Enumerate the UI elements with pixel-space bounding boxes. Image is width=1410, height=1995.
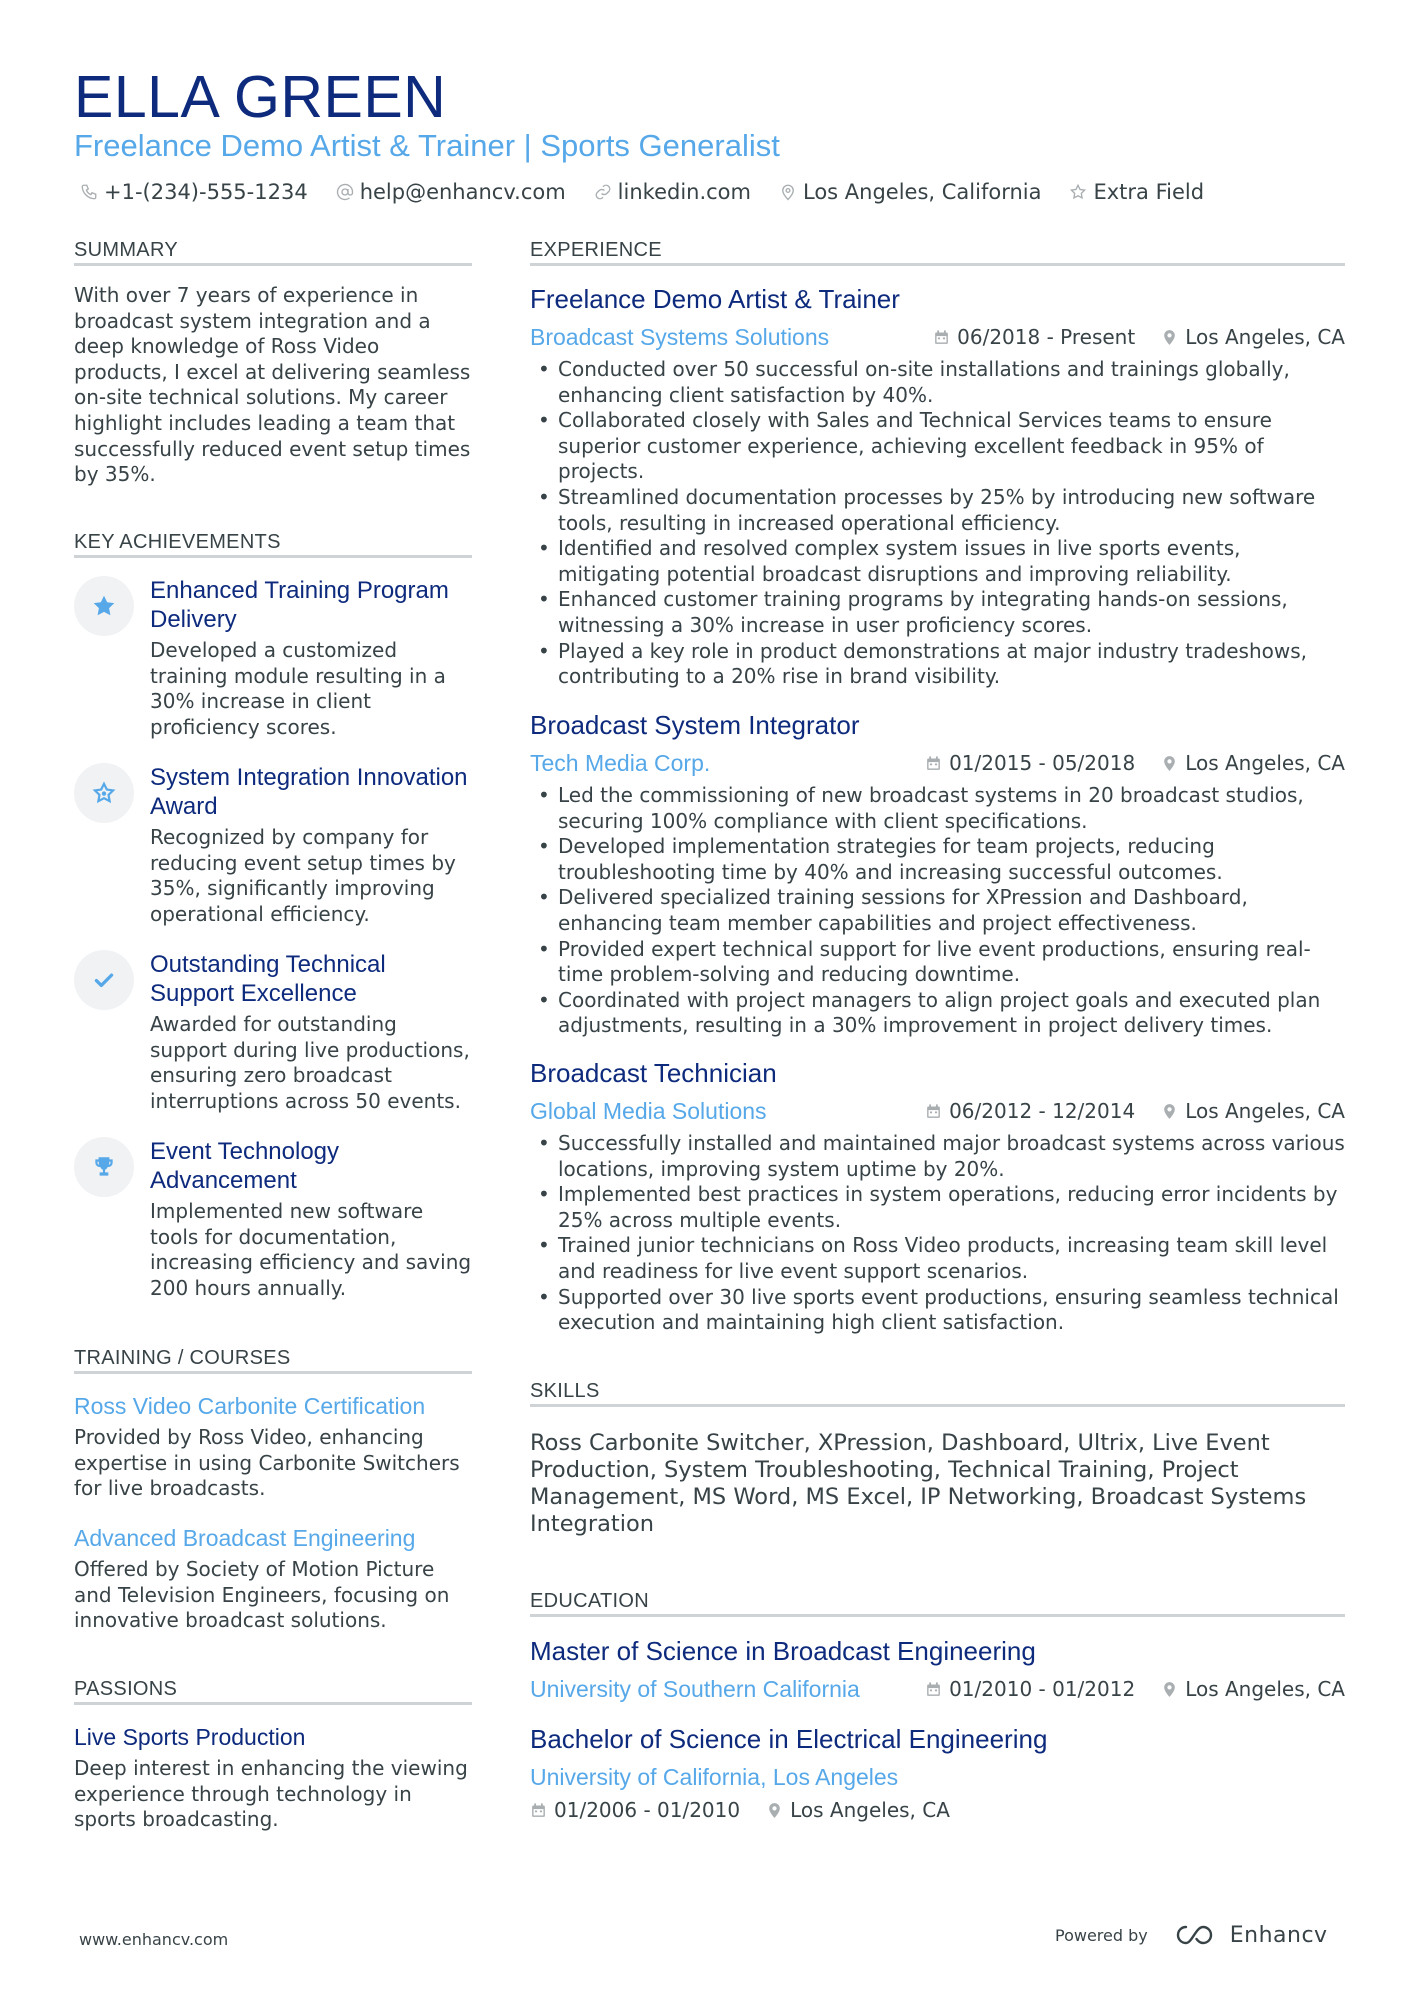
footer-website-link[interactable]: www.enhancv.com: [79, 1930, 229, 1949]
job-company: Broadcast Systems Solutions: [530, 324, 830, 350]
link-icon: [594, 183, 612, 201]
education-dates: [925, 1674, 1135, 1704]
education-heading: EDUCATION: [530, 1590, 649, 1612]
contact-location: [779, 180, 1042, 204]
achievements-heading: KEY ACHIEVEMENTS: [74, 531, 281, 553]
education-dates-text: 01/2010 - 01/2012: [949, 1677, 1136, 1701]
location-icon: [1161, 329, 1178, 346]
candidate-name: ELLA GREEN: [74, 64, 447, 130]
list-item: • Enhanced customer training programs by integrating hands-on sessions, witnessing a 30% increase in user proficiency scores.: [530, 587, 1345, 638]
achievement-title: Event Technology Advancement: [150, 1138, 340, 1194]
summary-divider: [74, 263, 472, 266]
experience-divider: [530, 263, 1345, 266]
job-meta: [925, 748, 1345, 778]
achievement-title: System Integration Innovation Award: [150, 764, 468, 820]
candidate-headline: Freelance Demo Artist & Trainer | Sports Generalist: [74, 128, 780, 163]
contact-phone-text: +1-(234)-555-1234: [104, 180, 308, 204]
contact-linkedin-text: linkedin.com: [617, 180, 751, 204]
contact-linkedin[interactable]: [594, 180, 751, 204]
job-location: [1161, 1096, 1345, 1126]
achievement-icon-badge: [74, 763, 134, 823]
check-icon: [91, 967, 117, 993]
education-location: [766, 1795, 950, 1825]
achievements-divider: [74, 555, 472, 558]
job-company: Tech Media Corp.: [530, 750, 711, 776]
location-icon: [1161, 1681, 1178, 1698]
contact-bar: [80, 176, 1232, 208]
list-item: • Coordinated with project managers to align project goals and executed plan adjustments, resulting in a 30% improvement in project delivery times.: [530, 988, 1345, 1039]
job-dates: [925, 748, 1135, 778]
job-dates: [933, 322, 1135, 352]
job-title: Broadcast Technician: [530, 1058, 777, 1088]
brand-name: Enhancv: [1229, 1922, 1328, 1948]
passion-title: Live Sports Production: [74, 1724, 306, 1750]
contact-location-text: Los Angeles, California: [802, 180, 1042, 204]
education-location-text: Los Angeles, CA: [790, 1798, 950, 1822]
course-title: Ross Video Carbonite Certification: [74, 1393, 426, 1419]
job-title: Broadcast System Integrator: [530, 710, 860, 740]
passions-divider: [74, 1702, 472, 1705]
education-school: University of California, Los Angeles: [530, 1764, 899, 1790]
calendar-icon: [925, 1103, 942, 1120]
achievement-desc: Implemented new software tools for documentation, increasing efficiency and saving 200 hours annually.: [150, 1199, 472, 1300]
achievement-icon-badge: [74, 1137, 134, 1197]
list-item: • Led the commissioning of new broadcast systems in 20 broadcast studios, securing 100% compliance with client specifications.: [530, 783, 1345, 834]
list-item: • Played a key role in product demonstrations at major industry tradeshows, contributing to a 20% rise in brand visibility.: [530, 639, 1345, 690]
list-item: • Implemented best practices in system operations, reducing error incidents by 25% across multiple events.: [530, 1182, 1345, 1233]
achievement-desc: Recognized by company for reducing event setup times by 35%, significantly improving operational efficiency.: [150, 825, 456, 926]
achievement-desc: Awarded for outstanding support during live productions, ensuring zero broadcast interruptions across 50 events.: [150, 1012, 470, 1113]
list-item: • Trained junior technicians on Ross Video products, increasing team skill level and readiness for live event support scenarios.: [530, 1233, 1345, 1284]
education-meta: [530, 1795, 950, 1825]
location-icon: [1161, 755, 1178, 772]
job-bullets: [530, 1131, 1345, 1336]
experience-heading: EXPERIENCE: [530, 239, 662, 261]
star-outline-icon: [91, 780, 117, 806]
training-divider: [74, 1371, 472, 1374]
job-bullets: [530, 357, 1345, 690]
job-bullets: [530, 783, 1345, 1039]
contact-phone[interactable]: [80, 180, 308, 204]
education-location: [1161, 1674, 1345, 1704]
job-dates-text: 06/2012 - 12/2014: [949, 1099, 1136, 1123]
education-school: University of Southern California: [530, 1676, 860, 1702]
job-location-text: Los Angeles, CA: [1185, 1099, 1345, 1123]
list-item: • Developed implementation strategies for team projects, reducing troubleshooting time by 40% and increasing successful outcomes.: [530, 834, 1345, 885]
education-dates-text: 01/2006 - 01/2010: [554, 1798, 741, 1822]
course-desc: Provided by Ross Video, enhancing expertise in using Carbonite Switchers for live broadcasts.: [74, 1425, 460, 1501]
location-icon: [766, 1802, 783, 1819]
achievement-title: Outstanding Technical Support Excellence: [150, 951, 386, 1007]
list-item: • Collaborated closely with Sales and Technical Services teams to ensure superior customer experience, achieving excellent feedback in 95% of projects.: [530, 408, 1345, 485]
summary-text: With over 7 years of experience in broadcast system integration and a deep knowledge of Ross Video products, I excel at delivering seamless on-site technical solutions. My career highlight includes leading a team that successfully reduced event setup times by 35%.: [74, 283, 471, 487]
job-title: Freelance Demo Artist & Trainer: [530, 284, 900, 314]
infinity-logo-icon: [1174, 1922, 1220, 1948]
job-dates-text: 01/2015 - 05/2018: [949, 751, 1136, 775]
education-dates: [530, 1795, 740, 1825]
calendar-icon: [925, 1681, 942, 1698]
job-dates: [925, 1096, 1135, 1126]
job-location: [1161, 748, 1345, 778]
achievement-title: Enhanced Training Program Delivery: [150, 577, 449, 633]
education-divider: [530, 1614, 1345, 1617]
star-icon: [91, 593, 117, 619]
job-meta: [925, 1096, 1345, 1126]
list-item: • Identified and resolved complex system issues in live sports events, mitigating potential broadcast disruptions and improving reliability.: [530, 536, 1345, 587]
job-meta: [933, 322, 1345, 352]
list-item: • Successfully installed and maintained major broadcast systems across various locations, improving system uptime by 20%.: [530, 1131, 1345, 1182]
course-title: Advanced Broadcast Engineering: [74, 1525, 416, 1551]
list-item: • Streamlined documentation processes by 25% by introducing new software tools, resulting in increased operational efficiency.: [530, 485, 1345, 536]
job-company: Global Media Solutions: [530, 1098, 767, 1124]
skills-heading: SKILLS: [530, 1380, 600, 1402]
phone-icon: [80, 183, 98, 201]
achievement-icon-badge: [74, 576, 134, 636]
at-icon: [336, 183, 354, 201]
summary-heading: SUMMARY: [74, 239, 178, 261]
calendar-icon: [933, 329, 950, 346]
passions-heading: PASSIONS: [74, 1678, 178, 1700]
job-location-text: Los Angeles, CA: [1185, 325, 1345, 349]
list-item: • Delivered specialized training sessions for XPression and Dashboard, enhancing team member capabilities and project effectiveness.: [530, 885, 1345, 936]
star-icon: [1069, 183, 1087, 201]
education-degree: Bachelor of Science in Electrical Engineering: [530, 1724, 1048, 1754]
footer-branding[interactable]: [1055, 1922, 1328, 1948]
job-location-text: Los Angeles, CA: [1185, 751, 1345, 775]
education-degree: Master of Science in Broadcast Engineering: [530, 1636, 1036, 1666]
achievement-desc: Developed a customized training module resulting in a 30% increase in client proficiency scores.: [150, 638, 446, 739]
education-meta: [925, 1674, 1345, 1704]
training-heading: TRAINING / COURSES: [74, 1347, 291, 1369]
passion-desc: Deep interest in enhancing the viewing experience through technology in sports broadcasting.: [74, 1756, 468, 1832]
calendar-icon: [530, 1802, 547, 1819]
location-icon: [779, 183, 797, 201]
achievement-icon-badge: [74, 950, 134, 1010]
contact-extra-text: Extra Field: [1093, 180, 1205, 204]
contact-extra: [1069, 180, 1204, 204]
education-location-text: Los Angeles, CA: [1185, 1677, 1345, 1701]
job-dates-text: 06/2018 - Present: [957, 325, 1136, 349]
list-item: • Conducted over 50 successful on-site installations and trainings globally, enhancing client satisfaction by 40%.: [530, 357, 1345, 408]
enhancv-logo: [1174, 1922, 1328, 1948]
list-item: • Provided expert technical support for live event productions, ensuring real-time problem-solving and reducing downtime.: [530, 937, 1345, 988]
contact-email[interactable]: [336, 180, 566, 204]
skills-text: Ross Carbonite Switcher, XPression, Dashboard, Ultrix, Live Event Production, System Troubleshooting, Technical Training, Project Management, MS Word, MS Excel, IP Networking, Broadcast Systems Integration: [530, 1430, 1307, 1537]
location-icon: [1161, 1103, 1178, 1120]
contact-email-text: help@enhancv.com: [359, 180, 566, 204]
trophy-icon: [91, 1154, 117, 1180]
list-item: • Supported over 30 live sports event productions, ensuring seamless technical execution and maintaining high client satisfaction.: [530, 1285, 1345, 1336]
course-desc: Offered by Society of Motion Picture and Television Engineers, focusing on innovative broadcast solutions.: [74, 1557, 450, 1633]
skills-divider: [530, 1404, 1345, 1407]
calendar-icon: [925, 755, 942, 772]
powered-by-label: Powered by: [1055, 1925, 1148, 1945]
job-location: [1161, 322, 1345, 352]
